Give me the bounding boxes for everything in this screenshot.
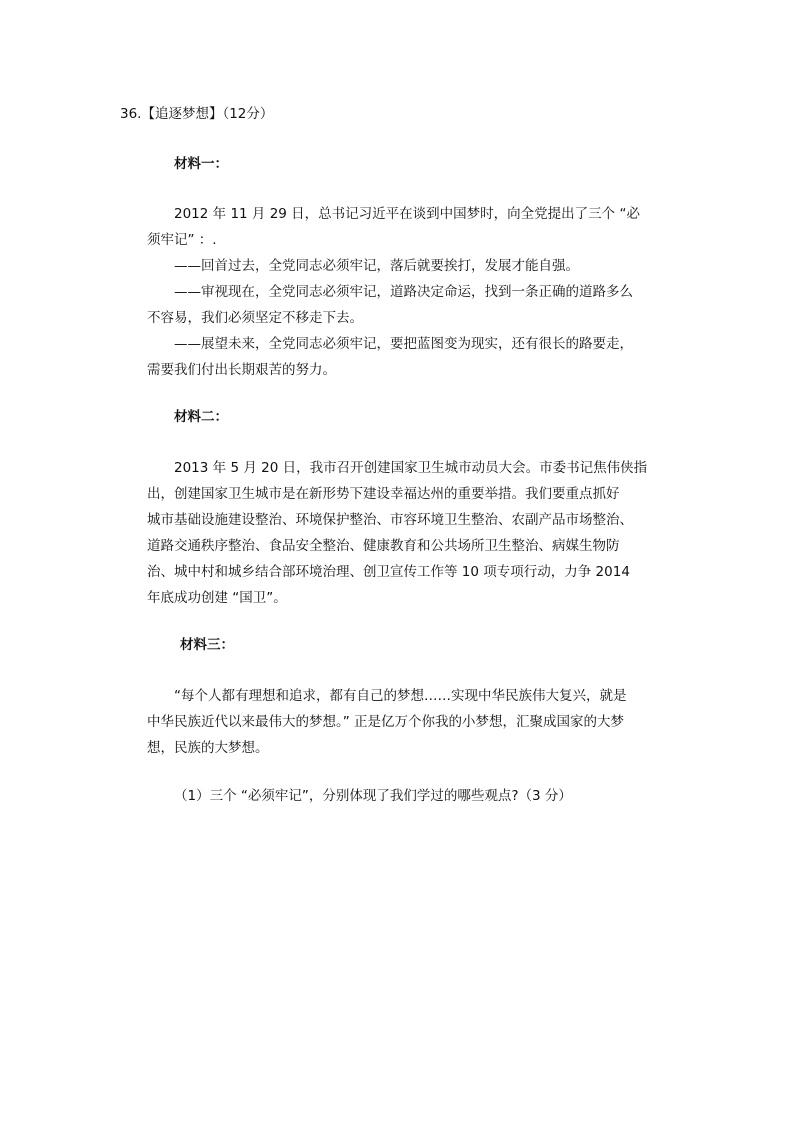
text-line: ——展望未来，全党同志必须牢记，要把蓝图变为现实，还有很长的路要走，: [174, 336, 633, 352]
text-line: 需要我们付出长期艰苦的努力。: [147, 362, 336, 378]
text-line: 城市基础设施建设整治、环境保护整治、市容环境卫生整治、农副产品市场整治、: [147, 512, 633, 528]
text-line: 中华民族近代以来最伟大的梦想。” 正是亿万个你我的小梦想，汇聚成国家的大梦: [147, 714, 625, 730]
text-line: 出，创建国家卫生城市是在新形势下建设幸福达州的重要举措。我们要重点抓好: [147, 486, 620, 502]
text-line: ——回首过去，全党同志必须牢记，落后就要挨打，发展才能自强。: [174, 258, 579, 274]
text-line: 2013 年 5 月 20 日，我市召开创建国家卫生城市动员大会。市委书记焦伟侠指: [174, 460, 648, 476]
material-2-text: [147, 455, 653, 611]
sub-question-1: （1）三个 “必须牢记”，分别体现了我们学过的哪些观点?（3 分）: [174, 788, 572, 804]
text-line: 治、城中村和城乡结合部环境治理、创卫宣传工作等 10 项专项行动，力争 2014: [147, 564, 630, 580]
text-line: “每个人都有理想和追求，都有自己的梦想……实现中华民族伟大复兴，就是: [174, 688, 627, 704]
text-line: 须牢记” ：.: [147, 232, 217, 248]
text-line: 想，民族的大梦想。: [147, 740, 269, 756]
material-1-text: [147, 201, 653, 383]
text-line: 不容易，我们必须坚定不移走下去。: [147, 310, 363, 326]
text-line: 2012 年 11 月 29 日，总书记习近平在谈到中国梦时，向全党提出了三个 “必: [174, 206, 640, 222]
question-title: 36.【追逐梦想】（12分）: [120, 106, 274, 122]
text-line: 道路交通秩序整治、食品安全整治、健康教育和公共场所卫生整治、病媒生物防: [147, 538, 620, 554]
material-3-text: [147, 683, 653, 761]
text-line: 年底成功创建 “国卫”。: [147, 590, 287, 606]
material-1-heading: 材料一：: [174, 156, 228, 172]
text-line: ——审视现在，全党同志必须牢记，道路决定命运，找到一条正确的道路多么: [174, 284, 633, 300]
material-3-heading: 材料三：: [180, 637, 234, 653]
material-2-heading: 材料二：: [174, 409, 228, 425]
